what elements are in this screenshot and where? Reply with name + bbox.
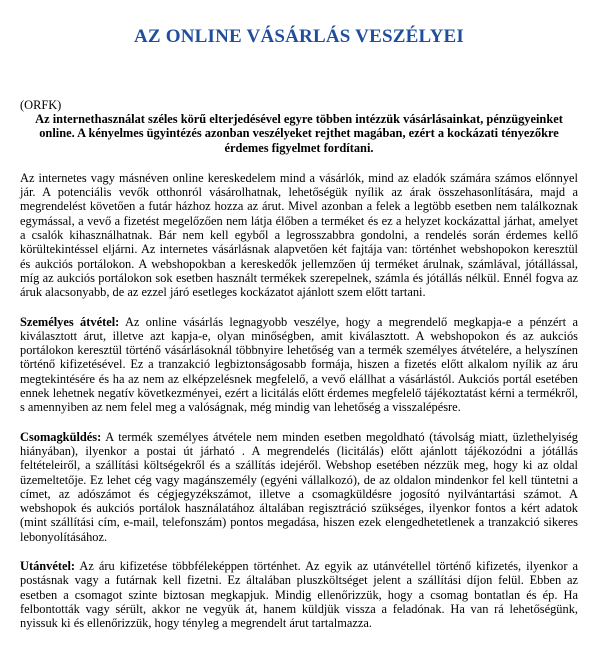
section-text: A termék személyes átvétele nem minden esetben megoldható (távolság miatt, üzlethelyiség hiányában), ilyenkor a postai út járható . A megrendelés (licitálás) előtt ajánlott tájékozódni a jótállás feltételeiről, a szállítási költségekről és a szállítás idejéről. Webshop esetében nézzük meg, hogy ki az oldal üzemeltetője. Ez lehet cég vagy magánszemély (egyéni vállalkozó), de az oldalon mindenkor fel kell tüntetni a címet, az adószámot és cégjegyzékszámot, illetve a csomagküldésre jogosító nyilvántartási számot. A webshopok és aukciós portálok használatához általában regisztráció szükséges, ilyenkor fontos a kért adatok (mint szállítási cím, e-mail, telefonszám) pontos megadása, hiszen ezek elengedhetetlenek a tranzakció sikeres lebonyolításához. <box>20 429 578 544</box>
source-label: (ORFK) <box>20 98 62 112</box>
section-heading: Személyes átvétel: <box>20 314 120 329</box>
section-heading: Csomagküldés: <box>20 429 102 444</box>
section-package-delivery <box>20 430 578 544</box>
intro-paragraph: Az internetes vagy másnéven online kereskedelem mind a vásárlók, mind az eladók számára számos előnnyel jár. A potenciális vevők otthonról vásárolhatnak, lehetőségük nyílik az árak összehasonlítására, majd a megrendelést követően a futár házhoz hozza az árut. Mivel azonban a felek a legtöbb esetben nem találkoznak egymással, a vevő a fizetést megelőzően nem látja élőben a terméket és ez a helyzet kockázattal járhat, amelyet a csalók kihasználhatnak. Bár nem kell egyből a legrosszabbra gondolni, a rendelés során érdemes kellő körültekintéssel eljárni. Az internetes vásárlásnak alapvetően két fajtája van: történhet webshopokon keresztül és aukciós portálokon. A webshopokban a kereskedők jellemzően új terméket árulnak, számlával, jótállással, míg az aukciós portálokon sok esetben használt termékek szerepelnek, számla és jótállás nélkül. Ennél fogva az áruk alacsonyabb, de az ezzel járó esetleges kockázatot ajánlott szem előtt tartani. <box>20 170 578 300</box>
lead-paragraph: Az internethasználat széles körű elterjedésével egyre többen intézzük vásárlásainkat, pénzügyeinket online. A kényelmes ügyintézés azonban veszélyeket rejthet magában, ezért a kockázati tényezőkre érdemes figyelmet fordítani. <box>35 112 563 155</box>
section-cash-on-delivery <box>20 559 578 630</box>
section-text: Az online vásárlás legnagyobb veszélye, hogy a megrendelő megkapja-e a pénzért a kiválasztott árut, illetve azt kapja-e, olyan minőségben, amit kiválasztott. A webshopokon és az aukciós portálokon keresztül történő vásárlásoknál többnyire lehetőség van a termék személyes átvételére, a helyszínen történő kifizetésével. Ez a tranzakció legbiztonságosabb formája, hiszen a fizetés előtt alkalom nyílik az áru megtekintésére és ha az nem az elképzelésnek megfelelő, a vevő elállhat a vásárlástól. Aukciós portál esetében ennek lehetnek negatív következményei, ezért a licitálás előtt érdemes megfelelő tájékoztatást kérni a termékről, s amennyiben az nem felel meg a valóságnak, még mindig van lehetőség a visszalépésre. <box>20 314 578 415</box>
document-title: AZ ONLINE VÁSÁRLÁS VESZÉLYEI <box>134 26 464 47</box>
section-text: Az áru kifizetése többféleképpen történhet. Az egyik az utánvétellel történő kifizetés, ilyenkor a postásnak vagy a futárnak kell fizetni. Ez általában pluszköltséget jelent a szállítási díjon felül. Ebben az esetben a csomagot szinte biztosan megkapjuk. Mindig ellenőrizzük, hogy a csomag bontatlan és ép. Ha felbontották vagy sérült, akkor ne vegyük át, hanem küldjük vissza a feladónak. Ha van rá lehetőségünk, nyissuk ki és ellenőrizzük, hogy tényleg a megrendelt árut tartalmazza. <box>20 559 578 631</box>
section-personal-pickup <box>20 315 578 415</box>
section-heading: Utánvétel: <box>20 559 76 574</box>
